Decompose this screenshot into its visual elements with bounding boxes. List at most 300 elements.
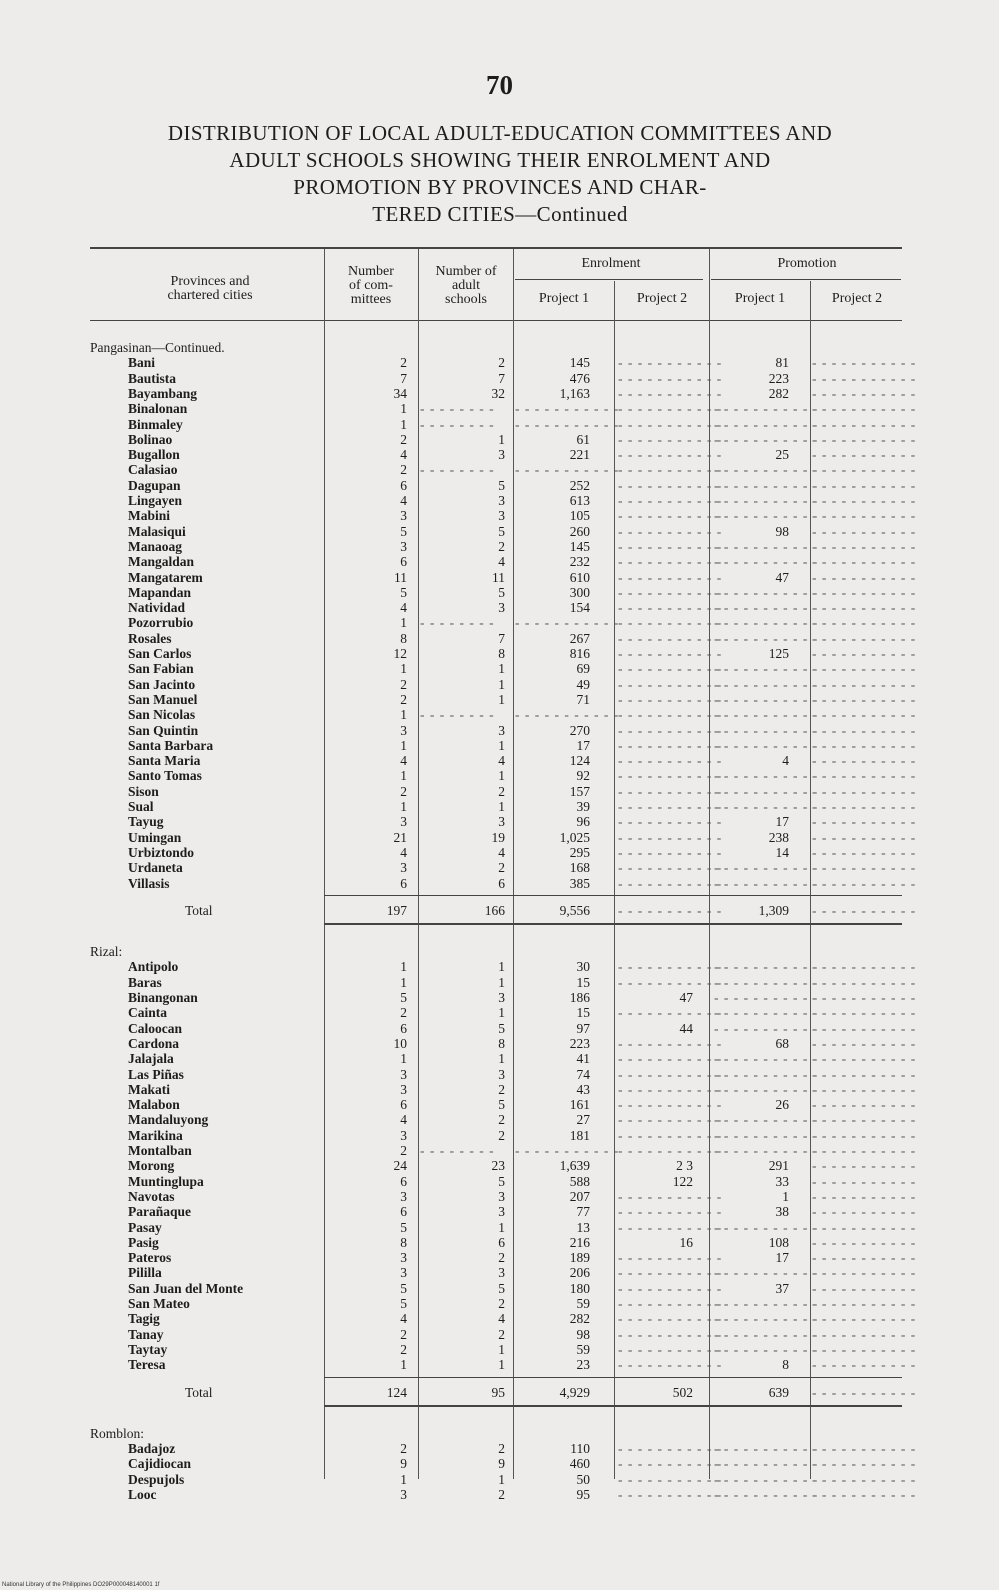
enrolment-p2-cell: - - - - - - - - - - - (618, 401, 723, 417)
table-row (0, 845, 999, 860)
table-row (0, 723, 999, 738)
table-row (0, 1082, 999, 1097)
table-row (0, 860, 999, 875)
enrolment-p2-cell: - - - - - - - - - - - (618, 1326, 723, 1342)
promotion-p2-cell: - - - - - - - - - - - (812, 902, 917, 918)
committees-cell: 11 (394, 569, 407, 585)
promotion-p2-cell: - - - - - - - - - - - (812, 523, 917, 539)
total-bottom-rule (324, 923, 902, 925)
row-label: San Quintin (128, 722, 199, 738)
promotion-p1-cell: - - - - - - - - - - - (714, 707, 819, 723)
committees-cell: 1 (400, 768, 407, 784)
row-label: Pozorrubio (128, 615, 194, 631)
committees-cell: 3 (400, 1081, 407, 1097)
committees-cell: 5 (400, 584, 407, 600)
row-label: Manaoag (128, 538, 182, 554)
promotion-p2-cell: - - - - - - - - - - - (812, 1158, 917, 1174)
schools-cell: - - - - - - - - (420, 416, 495, 432)
enrolment-p1-cell: 189 (569, 1250, 590, 1266)
enrolment-p2-cell: - - - - - - - - - - - (618, 355, 723, 371)
table-title (70, 120, 930, 228)
enrolment-p1-cell: - - - - - - - - - - - (515, 1143, 620, 1158)
schools-cell: 3 (498, 447, 505, 463)
promotion-p1-cell: - - - - - - - - - - - (714, 875, 819, 891)
enrolment-p1-cell: 613 (569, 493, 590, 508)
enrolment-p1-cell: 15 (576, 974, 590, 990)
enrolment-p1-cell: 9,556 (559, 902, 590, 918)
promotion-p1-cell: 223 (768, 370, 789, 386)
row-label: Villasis (128, 875, 170, 891)
row-label: Morong (128, 1158, 175, 1174)
table-row (0, 1487, 999, 1502)
enrolment-p2-cell: 2 3 (676, 1158, 693, 1174)
row-label: Romblon: (90, 1425, 145, 1441)
header-enrolment-project-1: Project 1 (538, 291, 590, 306)
table-row (0, 1265, 999, 1280)
table-row (0, 447, 999, 462)
committees-cell: 3 (400, 1487, 407, 1502)
enrolment-p1-cell: 588 (569, 1173, 590, 1189)
table-row (0, 1296, 999, 1311)
promotion-p2-cell: - - - - - - - - - - - (812, 1051, 917, 1067)
row-label: Muntinglupa (128, 1173, 204, 1189)
promotion-p1-cell: - - - - - - - - - - - (714, 431, 819, 447)
enrolment-p1-cell: 145 (569, 355, 590, 371)
promotion-p1-cell: - - - - - - - - - - - (714, 1143, 819, 1158)
row-label: San Manuel (128, 691, 198, 707)
promotion-p2-cell: - - - - - - - - - - - (812, 416, 917, 432)
enrolment-p1-cell: 59 (576, 1296, 590, 1311)
promotion-p1-cell: 17 (775, 814, 789, 830)
enrolment-p1-cell: 96 (576, 814, 590, 830)
committees-cell: 4 (400, 1311, 407, 1327)
table-row (0, 600, 999, 615)
row-label: Cardona (128, 1035, 180, 1051)
table-row (0, 508, 999, 523)
enrolment-p2-cell: - - - - - - - - - - - (618, 630, 723, 646)
schools-cell: 2 (498, 1081, 505, 1097)
title-line-4: TERED CITIES (372, 202, 516, 226)
schools-cell: 1 (498, 974, 505, 990)
enrolment-p1-cell: - - - - - - - - - - - (515, 416, 620, 432)
committees-cell: 8 (400, 1234, 407, 1250)
schools-cell: 3 (498, 814, 505, 830)
table-row (0, 1250, 999, 1265)
enrolment-p1-cell: 74 (576, 1066, 590, 1082)
enrolment-p2-cell: - - - - - - - - - - - (618, 370, 723, 386)
row-label: Mandaluyong (128, 1112, 209, 1128)
schools-cell: 1 (498, 1219, 505, 1235)
enrolment-p1-cell: 1,163 (559, 385, 590, 401)
schools-cell: 11 (492, 569, 505, 585)
row-label: Mabini (128, 508, 171, 524)
row-label: Mangatarem (128, 569, 203, 585)
promotion-p2-cell: - - - - - - - - - - - (812, 676, 917, 692)
table-row (0, 462, 999, 477)
promotion-p1-cell: - - - - - - - - - - - (714, 799, 819, 814)
schools-cell: 1 (498, 737, 505, 753)
promotion-p2-cell: - - - - - - - - - - - (812, 737, 917, 753)
enrolment-p2-cell: - - - - - - - - - - - (618, 584, 723, 600)
committees-cell: 1 (400, 661, 407, 677)
header-promotion-project-2: Project 2 (831, 291, 883, 306)
committees-cell: 1 (400, 707, 407, 723)
schools-cell: 5 (498, 584, 505, 600)
table-row (0, 1235, 999, 1250)
table-row (0, 1128, 999, 1143)
promotion-p1-cell: - - - - - - - - - - - (714, 1326, 819, 1342)
enrolment-p2-cell: 502 (672, 1384, 693, 1400)
enrolment-p2-cell: - - - - - - - - - - - (618, 691, 723, 707)
enrolment-p2-cell: - - - - - - - - - - - (618, 1341, 723, 1357)
enrolment-p1-cell: 124 (569, 753, 590, 769)
schools-cell: 9 (498, 1456, 505, 1472)
enrolment-p2-cell: - - - - - - - - - - - (618, 508, 723, 524)
enrolment-p2-cell: - - - - - - - - - - - (618, 1311, 723, 1327)
promotion-p2-cell: - - - - - - - - - - - (812, 1219, 917, 1235)
enrolment-p1-cell: 385 (569, 875, 590, 891)
promotion-p1-cell: - - - - - - - - - - - (714, 974, 819, 990)
enrolment-p2-cell: - - - - - - - - - - - (618, 1471, 723, 1487)
committees-cell: 1 (400, 416, 407, 432)
row-label: Pililla (128, 1265, 162, 1281)
schools-cell: 2 (498, 355, 505, 371)
table-top-rule (90, 247, 902, 249)
table-row (0, 1472, 999, 1487)
promotion-p1-cell: - - - - - - - - - - - (714, 860, 819, 876)
committees-cell: 2 (400, 783, 407, 799)
committees-cell: 4 (400, 844, 407, 860)
promotion-p2-cell: - - - - - - - - - - - (812, 799, 917, 814)
enrolment-p1-cell: 95 (576, 1487, 590, 1502)
schools-cell: 7 (498, 370, 505, 386)
committees-cell: 1 (400, 959, 407, 975)
row-label: San Juan del Monte (128, 1280, 244, 1296)
promotion-p1-cell: 17 (775, 1250, 789, 1266)
promotion-p1-cell: - - - - - - - - - - - (714, 1020, 819, 1036)
enrolment-p2-cell: - - - - - - - - - - - (618, 1357, 723, 1373)
promotion-p2-cell: - - - - - - - - - - - (812, 370, 917, 386)
enrolment-p2-cell: - - - - - - - - - - - (618, 1265, 723, 1281)
row-label: Calasiao (128, 462, 178, 478)
promotion-p2-cell: - - - - - - - - - - - (812, 990, 917, 1005)
schools-cell: 5 (498, 523, 505, 539)
committees-cell: 1 (400, 615, 407, 631)
row-label: Binmaley (128, 416, 183, 432)
title-line-3: PROMOTION BY PROVINCES AND CHAR- (293, 175, 707, 199)
enrolment-p1-cell: 17 (576, 737, 590, 753)
table-row (0, 959, 999, 974)
header-schools: Number of adult schools (435, 264, 497, 307)
schools-cell: 8 (498, 1035, 505, 1051)
group-heading (0, 340, 999, 355)
total-top-rule (324, 1377, 902, 1378)
group-heading (0, 1426, 999, 1441)
promotion-p2-cell: - - - - - - - - - - - (812, 860, 917, 876)
committees-cell: 4 (400, 1112, 407, 1128)
promotion-p1-cell: 238 (768, 829, 789, 845)
enrolment-p2-cell: - - - - - - - - - - - (618, 902, 723, 918)
committees-cell: 6 (400, 1097, 407, 1113)
promotion-p1-cell: 25 (775, 447, 789, 463)
committees-cell: 3 (400, 722, 407, 738)
enrolment-p1-cell: 15 (576, 1005, 590, 1021)
enrolment-group-rule (515, 279, 703, 280)
promotion-p1-cell: - - - - - - - - - - - (714, 630, 819, 646)
promotion-p2-cell: - - - - - - - - - - - (812, 646, 917, 661)
enrolment-p1-cell: 27 (576, 1112, 590, 1128)
promotion-p1-cell: - - - - - - - - - - - (714, 722, 819, 738)
promotion-p2-cell: - - - - - - - - - - - (812, 1097, 917, 1113)
promotion-p2-cell: - - - - - - - - - - - (812, 829, 917, 845)
promotion-p2-cell: - - - - - - - - - - - (812, 1173, 917, 1189)
row-label: Bolinao (128, 431, 173, 447)
schools-cell: 1 (498, 691, 505, 707)
table-row (0, 631, 999, 646)
row-label: Antipolo (128, 959, 179, 975)
promotion-p2-cell: - - - - - - - - - - - (812, 1311, 917, 1327)
schools-cell: 3 (498, 990, 505, 1005)
promotion-p1-cell: - - - - - - - - - - - (714, 1051, 819, 1067)
promotion-p2-cell: - - - - - - - - - - - (812, 1035, 917, 1051)
enrolment-p1-cell: 39 (576, 799, 590, 814)
promotion-p2-cell: - - - - - - - - - - - (812, 584, 917, 600)
row-label: Cajidiocan (128, 1456, 192, 1472)
table-row (0, 990, 999, 1005)
table-row (0, 1441, 999, 1456)
table-row (0, 1311, 999, 1326)
table-row (0, 876, 999, 891)
row-label: Tagig (128, 1311, 160, 1327)
table-row (0, 401, 999, 416)
row-label: Pasay (128, 1219, 162, 1235)
table-row (0, 1456, 999, 1471)
total-row (0, 1385, 999, 1400)
enrolment-p1-cell: 300 (569, 584, 590, 600)
promotion-p2-cell: - - - - - - - - - - - (812, 1384, 917, 1400)
schools-cell: 3 (498, 493, 505, 508)
enrolment-p2-cell: - - - - - - - - - - - (618, 1005, 723, 1021)
promotion-p2-cell: - - - - - - - - - - - (812, 1234, 917, 1250)
schools-cell: 5 (498, 1173, 505, 1189)
committees-cell: 12 (393, 646, 407, 661)
schools-cell: 1 (498, 676, 505, 692)
row-label: Pateros (128, 1250, 172, 1266)
promotion-p1-cell: - - - - - - - - - - - (714, 493, 819, 508)
enrolment-p1-cell: 476 (569, 370, 590, 386)
row-label: Rizal: (90, 944, 123, 960)
table-row (0, 1204, 999, 1219)
enrolment-p2-cell: - - - - - - - - - - - (618, 753, 723, 769)
table-row (0, 478, 999, 493)
schools-cell: 3 (498, 1265, 505, 1281)
row-label: Sison (128, 783, 159, 799)
enrolment-p1-cell: 186 (569, 990, 590, 1005)
promotion-p1-cell: - - - - - - - - - - - (714, 1112, 819, 1128)
committees-cell: 6 (400, 1173, 407, 1189)
promotion-p2-cell: - - - - - - - - - - - (812, 1441, 917, 1457)
enrolment-p2-cell: - - - - - - - - - - - (618, 431, 723, 447)
row-label: Looc (128, 1487, 157, 1502)
promotion-p2-cell: - - - - - - - - - - - (812, 661, 917, 677)
row-label: Montalban (128, 1143, 192, 1158)
header-provinces: Provinces and chartered cities (167, 274, 253, 303)
enrolment-p1-cell: 61 (576, 431, 590, 447)
promotion-p2-cell: - - - - - - - - - - - (812, 1341, 917, 1357)
row-label: Parañaque (128, 1204, 192, 1220)
committees-cell: 6 (400, 875, 407, 891)
row-label: San Jacinto (128, 676, 196, 692)
enrolment-p2-cell: - - - - - - - - - - - (618, 615, 723, 631)
enrolment-p2-cell: - - - - - - - - - - - (618, 1188, 723, 1204)
promotion-p2-cell: - - - - - - - - - - - (812, 974, 917, 990)
schools-cell: 1 (498, 959, 505, 975)
enrolment-p2-cell: - - - - - - - - - - - (618, 783, 723, 799)
promotion-p2-cell: - - - - - - - - - - - (812, 1066, 917, 1082)
promotion-p1-cell: - - - - - - - - - - - (714, 615, 819, 631)
enrolment-p1-cell: 460 (569, 1456, 590, 1472)
committees-cell: 6 (400, 1204, 407, 1220)
enrolment-p1-cell: 23 (576, 1357, 590, 1373)
row-label: San Fabian (128, 661, 194, 677)
enrolment-p2-cell: - - - - - - - - - - - (618, 974, 723, 990)
schools-cell: 166 (484, 902, 505, 918)
enrolment-p2-cell: - - - - - - - - - - - (618, 1456, 723, 1472)
row-label: Despujols (128, 1471, 185, 1487)
enrolment-p1-cell: 216 (569, 1234, 590, 1250)
row-label: San Nicolas (128, 707, 196, 723)
committees-cell: 2 (400, 1326, 407, 1342)
enrolment-p2-cell: - - - - - - - - - - - (618, 1127, 723, 1143)
row-label: Bugallon (128, 447, 180, 463)
enrolment-p1-cell: 161 (569, 1097, 590, 1113)
schools-cell: 2 (498, 1326, 505, 1342)
enrolment-p2-cell: - - - - - - - - - - - (618, 447, 723, 463)
committees-cell: 4 (400, 447, 407, 463)
schools-cell: 4 (498, 554, 505, 570)
enrolment-p2-cell: - - - - - - - - - - - (618, 1143, 723, 1158)
committees-cell: 4 (400, 600, 407, 616)
schools-cell: 3 (498, 600, 505, 616)
committees-cell: 2 (400, 1341, 407, 1357)
enrolment-p2-cell: 44 (679, 1020, 693, 1036)
row-label: Bani (128, 355, 156, 371)
promotion-p1-cell: 4 (782, 753, 789, 769)
table-row (0, 975, 999, 990)
enrolment-p1-cell: 41 (576, 1051, 590, 1067)
schools-cell: 7 (498, 630, 505, 646)
schools-cell: 1 (498, 768, 505, 784)
schools-cell: 3 (498, 1204, 505, 1220)
committees-cell: 10 (393, 1035, 407, 1051)
enrolment-p1-cell: 98 (576, 1326, 590, 1342)
row-label: Caloocan (128, 1020, 182, 1036)
row-label: Bautista (128, 370, 177, 386)
row-label: Rosales (128, 630, 172, 646)
promotion-p1-cell: 14 (775, 844, 789, 860)
table-row (0, 814, 999, 829)
promotion-p2-cell: - - - - - - - - - - - (812, 385, 917, 401)
enrolment-p2-cell: - - - - - - - - - - - (618, 1112, 723, 1128)
schools-cell: 3 (498, 722, 505, 738)
row-label: Navotas (128, 1188, 175, 1204)
committees-cell: 1 (400, 974, 407, 990)
enrolment-p1-cell: 1,025 (559, 829, 590, 845)
row-label: Marikina (128, 1127, 183, 1143)
enrolment-p1-cell: 180 (569, 1280, 590, 1296)
row-label: Urdaneta (128, 860, 183, 876)
committees-cell: 2 (400, 1143, 407, 1158)
row-label: Dagupan (128, 477, 181, 493)
enrolment-p2-cell: - - - - - - - - - - - (618, 875, 723, 891)
enrolment-p2-cell: - - - - - - - - - - - (618, 1219, 723, 1235)
row-label: Binangonan (128, 990, 198, 1005)
table-row (0, 1097, 999, 1112)
enrolment-p2-cell: - - - - - - - - - - - (618, 737, 723, 753)
promotion-p2-cell: - - - - - - - - - - - (812, 1250, 917, 1266)
table-row (0, 753, 999, 768)
schools-cell: 2 (498, 1112, 505, 1128)
committees-cell: 5 (400, 990, 407, 1005)
row-label: San Carlos (128, 646, 192, 661)
promotion-p1-cell: - - - - - - - - - - - (714, 1341, 819, 1357)
promotion-p2-cell: - - - - - - - - - - - (812, 538, 917, 554)
promotion-p2-cell: - - - - - - - - - - - (812, 600, 917, 616)
promotion-p1-cell: - - - - - - - - - - - (714, 1081, 819, 1097)
enrolment-p2-cell: - - - - - - - - - - - (618, 1487, 723, 1502)
row-label: Taytay (128, 1341, 168, 1357)
enrolment-p2-cell: - - - - - - - - - - - (618, 462, 723, 478)
schools-cell: 5 (498, 477, 505, 493)
row-label: Umingan (128, 829, 182, 845)
committees-cell: 1 (400, 1357, 407, 1373)
schools-cell: 23 (491, 1158, 505, 1174)
promotion-p1-cell: - - - - - - - - - - - (714, 477, 819, 493)
promotion-p1-cell: - - - - - - - - - - - (714, 584, 819, 600)
enrolment-p1-cell: 92 (576, 768, 590, 784)
promotion-p1-cell: 639 (768, 1384, 789, 1400)
enrolment-p1-cell: 77 (576, 1204, 590, 1220)
committees-cell: 3 (400, 1188, 407, 1204)
promotion-p1-cell: - - - - - - - - - - - (714, 1127, 819, 1143)
committees-cell: 4 (400, 493, 407, 508)
committees-cell: 1 (400, 401, 407, 417)
promotion-p1-cell: - - - - - - - - - - - (714, 959, 819, 975)
schools-cell: 2 (498, 1250, 505, 1266)
enrolment-p2-cell: - - - - - - - - - - - (618, 1035, 723, 1051)
promotion-p2-cell: - - - - - - - - - - - (812, 508, 917, 524)
title-line-1: DISTRIBUTION OF LOCAL ADULT-EDUCATION COMMITTEES AND (167, 121, 833, 145)
promotion-p2-cell: - - - - - - - - - - - (812, 875, 917, 891)
total-bottom-rule (324, 1405, 902, 1407)
table-row (0, 1327, 999, 1342)
enrolment-p1-cell: 43 (576, 1081, 590, 1097)
promotion-p2-cell: - - - - - - - - - - - (812, 1357, 917, 1373)
promotion-group-rule (711, 279, 901, 280)
promotion-p2-cell: - - - - - - - - - - - (812, 1143, 917, 1158)
title-line-2: ADULT SCHOOLS SHOWING THEIR ENROLMENT AND (229, 148, 771, 172)
enrolment-p1-cell: 49 (576, 676, 590, 692)
enrolment-p1-cell: 50 (576, 1471, 590, 1487)
enrolment-p1-cell: 168 (569, 860, 590, 876)
enrolment-p2-cell: - - - - - - - - - - - (618, 844, 723, 860)
table-row (0, 768, 999, 783)
enrolment-p1-cell: 97 (576, 1020, 590, 1036)
promotion-p2-cell: - - - - - - - - - - - (812, 447, 917, 463)
row-label: Santo Tomas (128, 768, 202, 784)
committees-cell: 3 (400, 1250, 407, 1266)
enrolment-p1-cell: 154 (569, 600, 590, 616)
